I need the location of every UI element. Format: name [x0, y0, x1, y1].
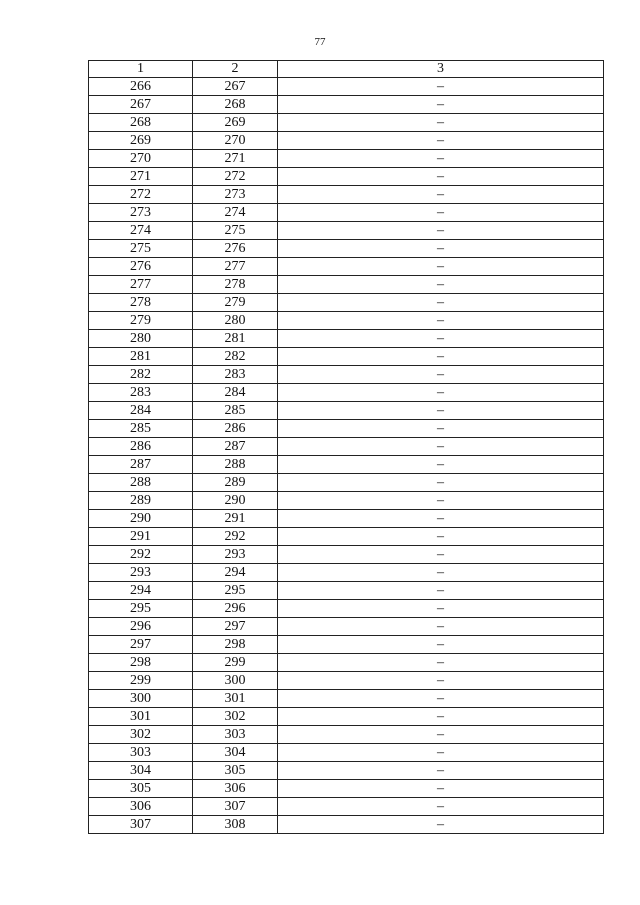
table-cell-col-3: –: [278, 312, 604, 330]
table-row: [89, 636, 604, 654]
table-cell-col-2: 282: [193, 348, 278, 366]
table-cell-col-2: 286: [193, 420, 278, 438]
table-cell-col-2: 297: [193, 618, 278, 636]
table-cell-col-1: 291: [89, 528, 193, 546]
table-cell-col-1: 278: [89, 294, 193, 312]
table-body: [89, 78, 604, 834]
table-row: [89, 798, 604, 816]
table-cell-col-2: 296: [193, 600, 278, 618]
table-cell-col-3: –: [278, 258, 604, 276]
table-cell-col-1: 266: [89, 78, 193, 96]
table-cell-col-3: –: [278, 330, 604, 348]
table-cell-col-1: 290: [89, 510, 193, 528]
table-row: [89, 438, 604, 456]
table-cell-col-3: –: [278, 816, 604, 834]
table-row: [89, 690, 604, 708]
table-cell-col-1: 272: [89, 186, 193, 204]
table-cell-col-3: –: [278, 744, 604, 762]
table-row: [89, 276, 604, 294]
table-cell-col-2: 284: [193, 384, 278, 402]
table-cell-col-2: 303: [193, 726, 278, 744]
table-row: [89, 600, 604, 618]
table-row: [89, 564, 604, 582]
table-cell-col-2: 299: [193, 654, 278, 672]
table-cell-col-1: 282: [89, 366, 193, 384]
table-cell-col-2: 301: [193, 690, 278, 708]
table-cell-col-2: 272: [193, 168, 278, 186]
table-cell-col-1: 287: [89, 456, 193, 474]
table-row: [89, 474, 604, 492]
table-cell-col-3: –: [278, 438, 604, 456]
table-cell-col-1: 299: [89, 672, 193, 690]
table-cell-col-1: 293: [89, 564, 193, 582]
table-cell-col-1: 275: [89, 240, 193, 258]
table-cell-col-3: –: [278, 78, 604, 96]
table-cell-col-3: –: [278, 600, 604, 618]
table-cell-col-2: 288: [193, 456, 278, 474]
table-cell-col-1: 284: [89, 402, 193, 420]
table-cell-col-3: –: [278, 582, 604, 600]
table-cell-col-3: –: [278, 690, 604, 708]
table-cell-col-3: –: [278, 240, 604, 258]
table-cell-col-2: 291: [193, 510, 278, 528]
table-cell-col-2: 305: [193, 762, 278, 780]
table-row: [89, 78, 604, 96]
table-cell-col-3: –: [278, 510, 604, 528]
table-cell-col-2: 278: [193, 276, 278, 294]
table-cell-col-1: 295: [89, 600, 193, 618]
table-cell-col-3: –: [278, 384, 604, 402]
table-cell-col-1: 286: [89, 438, 193, 456]
table-cell-col-2: 295: [193, 582, 278, 600]
table-cell-col-2: 281: [193, 330, 278, 348]
table-cell-col-2: 285: [193, 402, 278, 420]
table-cell-col-3: –: [278, 474, 604, 492]
table-cell-col-2: 270: [193, 132, 278, 150]
table-cell-col-3: –: [278, 132, 604, 150]
table-cell-col-3: –: [278, 492, 604, 510]
table-cell-col-3: –: [278, 96, 604, 114]
table-cell-col-1: 306: [89, 798, 193, 816]
table-cell-col-1: 298: [89, 654, 193, 672]
table-cell-col-3: –: [278, 672, 604, 690]
table-row: [89, 348, 604, 366]
table-cell-col-3: –: [278, 222, 604, 240]
table-cell-col-1: 300: [89, 690, 193, 708]
table-cell-col-1: 302: [89, 726, 193, 744]
table-row: [89, 384, 604, 402]
table-cell-col-1: 301: [89, 708, 193, 726]
table-cell-col-2: 302: [193, 708, 278, 726]
table-cell-col-1: 294: [89, 582, 193, 600]
table-cell-col-2: 298: [193, 636, 278, 654]
page-number: 77: [314, 36, 326, 48]
header-row: [89, 61, 604, 78]
table-cell-col-2: 300: [193, 672, 278, 690]
table-cell-col-3: –: [278, 456, 604, 474]
data-table: [88, 60, 604, 834]
table-cell-col-2: 276: [193, 240, 278, 258]
table-row: [89, 528, 604, 546]
table-cell-col-2: 289: [193, 474, 278, 492]
table-cell-col-3: –: [278, 150, 604, 168]
table-cell-col-2: 279: [193, 294, 278, 312]
table-cell-col-3: –: [278, 348, 604, 366]
table-cell-col-3: –: [278, 636, 604, 654]
table-cell-col-1: 304: [89, 762, 193, 780]
table-cell-col-1: 292: [89, 546, 193, 564]
table-cell-col-1: 289: [89, 492, 193, 510]
table-cell-col-2: 274: [193, 204, 278, 222]
table-row: [89, 294, 604, 312]
table-cell-col-2: 267: [193, 78, 278, 96]
table-cell-col-2: 308: [193, 816, 278, 834]
table-cell-col-3: –: [278, 762, 604, 780]
table-cell-col-2: 273: [193, 186, 278, 204]
table-row: [89, 816, 604, 834]
table-cell-col-1: 283: [89, 384, 193, 402]
table-cell-col-3: –: [278, 618, 604, 636]
table-cell-col-3: –: [278, 798, 604, 816]
table-cell-col-1: 276: [89, 258, 193, 276]
table-row: [89, 366, 604, 384]
table-cell-col-1: 281: [89, 348, 193, 366]
table-row: [89, 744, 604, 762]
table-cell-col-3: –: [278, 420, 604, 438]
table-cell-col-2: 280: [193, 312, 278, 330]
table-cell-col-2: 304: [193, 744, 278, 762]
table-row: [89, 762, 604, 780]
table-row: [89, 186, 604, 204]
table-cell-col-1: 269: [89, 132, 193, 150]
table-cell-col-2: 292: [193, 528, 278, 546]
table-cell-col-3: –: [278, 780, 604, 798]
table-cell-col-3: –: [278, 528, 604, 546]
table-row: [89, 150, 604, 168]
table-cell-col-1: 279: [89, 312, 193, 330]
table-cell-col-2: 287: [193, 438, 278, 456]
table-row: [89, 708, 604, 726]
table-row: [89, 312, 604, 330]
table-cell-col-3: –: [278, 186, 604, 204]
table-row: [89, 204, 604, 222]
table-row: [89, 456, 604, 474]
table-cell-col-1: 296: [89, 618, 193, 636]
table-row: [89, 492, 604, 510]
table-cell-col-3: –: [278, 708, 604, 726]
table-cell-col-1: 271: [89, 168, 193, 186]
table-cell-col-1: 270: [89, 150, 193, 168]
table-cell-col-1: 303: [89, 744, 193, 762]
table-row: [89, 726, 604, 744]
table-cell-col-2: 277: [193, 258, 278, 276]
column-header-2: 2: [193, 61, 278, 78]
table-cell-col-3: –: [278, 294, 604, 312]
table-cell-col-2: 268: [193, 96, 278, 114]
table-cell-col-1: 288: [89, 474, 193, 492]
table-cell-col-2: 294: [193, 564, 278, 582]
table-row: [89, 132, 604, 150]
table-cell-col-1: 277: [89, 276, 193, 294]
table-row: [89, 330, 604, 348]
table-cell-col-2: 293: [193, 546, 278, 564]
table-row: [89, 222, 604, 240]
table-cell-col-2: 306: [193, 780, 278, 798]
table-cell-col-3: –: [278, 276, 604, 294]
table-cell-col-2: 290: [193, 492, 278, 510]
table-row: [89, 582, 604, 600]
table-cell-col-1: 267: [89, 96, 193, 114]
table-cell-col-2: 283: [193, 366, 278, 384]
table-cell-col-1: 305: [89, 780, 193, 798]
table-row: [89, 510, 604, 528]
table-cell-col-3: –: [278, 168, 604, 186]
table-row: [89, 240, 604, 258]
table-cell-col-3: –: [278, 114, 604, 132]
table-row: [89, 546, 604, 564]
table-cell-col-3: –: [278, 726, 604, 744]
table-row: [89, 780, 604, 798]
table-cell-col-1: 274: [89, 222, 193, 240]
table-row: [89, 168, 604, 186]
table-cell-col-3: –: [278, 204, 604, 222]
table-cell-col-2: 271: [193, 150, 278, 168]
table-cell-col-1: 285: [89, 420, 193, 438]
table-cell-col-3: –: [278, 366, 604, 384]
table-cell-col-1: 273: [89, 204, 193, 222]
table-cell-col-1: 297: [89, 636, 193, 654]
table-cell-col-1: 280: [89, 330, 193, 348]
table-row: [89, 96, 604, 114]
table-row: [89, 654, 604, 672]
table-row: [89, 672, 604, 690]
table-row: [89, 114, 604, 132]
column-header-1: 1: [89, 61, 193, 78]
table-cell-col-1: 307: [89, 816, 193, 834]
table-row: [89, 258, 604, 276]
table-row: [89, 618, 604, 636]
table-row: [89, 402, 604, 420]
table-cell-col-3: –: [278, 654, 604, 672]
table-cell-col-3: –: [278, 564, 604, 582]
table-cell-col-2: 269: [193, 114, 278, 132]
column-header-3: 3: [278, 61, 604, 78]
table-cell-col-3: –: [278, 546, 604, 564]
table-row: [89, 420, 604, 438]
table-cell-col-2: 275: [193, 222, 278, 240]
table-cell-col-1: 268: [89, 114, 193, 132]
table-cell-col-3: –: [278, 402, 604, 420]
table-cell-col-2: 307: [193, 798, 278, 816]
